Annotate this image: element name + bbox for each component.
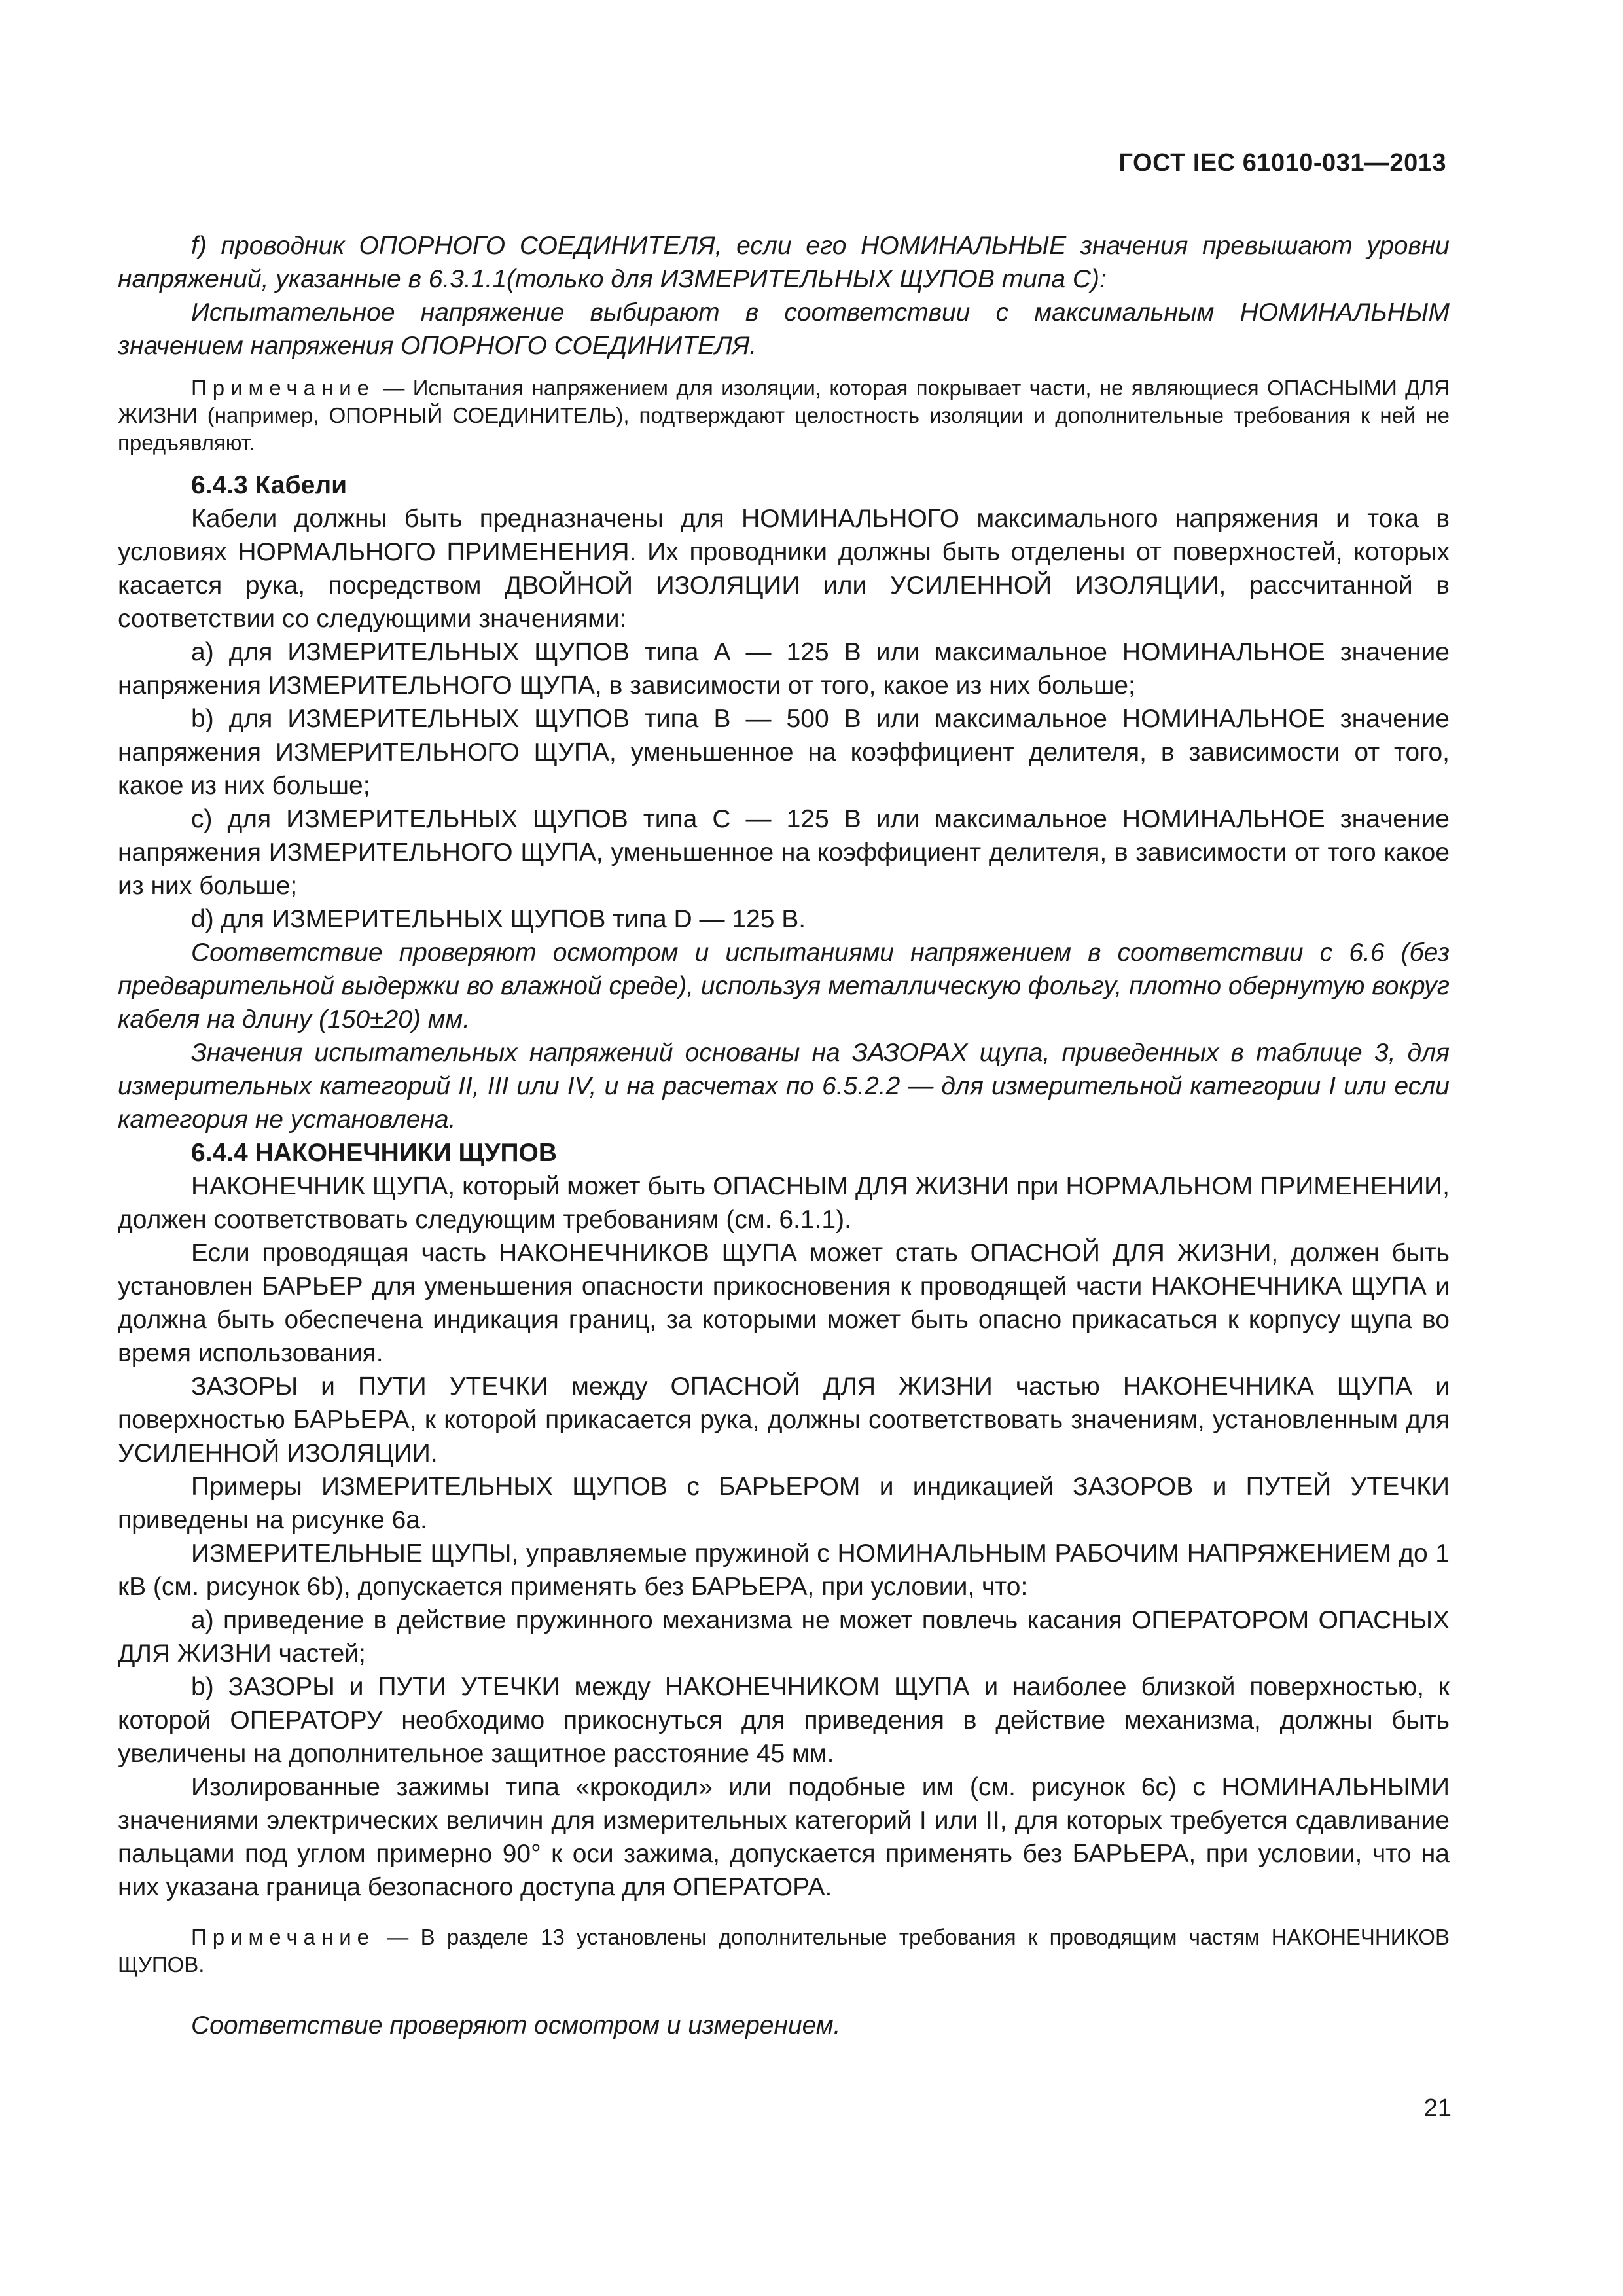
list-item-b: b) для ИЗМЕРИТЕЛЬНЫХ ЩУПОВ типа В — 500 В или максимальное НОМИНАЛЬНОЕ значение напряжения ИЗМЕРИТЕЛЬНОГО ЩУПА, уменьшенное на коэффициент делителя, в зависимости от того, какое из них больше; (118, 705, 1450, 800)
paragraph-examples: Примеры ИЗМЕРИТЕЛЬНЫХ ЩУПОВ с БАРЬЕРОМ и индикацией ЗАЗОРОВ и ПУТЕЙ УТЕЧКИ приведены на рисунке 6а. (118, 1473, 1450, 1534)
paragraph-cables: Кабели должны быть предназначены для НОМИНАЛЬНОГО максимального напряжения и тока в условиях НОРМАЛЬНОГО ПРИМЕНЕНИЯ. Их проводники должны быть отделены от поверхностей, которых касается рука, посредством ДВОЙНОЙ ИЗОЛЯЦИИ или УСИЛЕННОЙ ИЗОЛЯЦИИ, рассчитанной в соответствии со следующими значениями: (118, 505, 1450, 633)
paragraph-clearances: ЗАЗОРЫ и ПУТИ УТЕЧКИ между ОПАСНОЙ ДЛЯ ЖИЗНИ частью НАКОНЕЧНИКА ЩУПА и поверхностью БАРЬЕРА, к которой прикасается рука, должны соответствовать значениям, установленным для УСИЛЕННОЙ ИЗОЛЯЦИИ. (118, 1372, 1450, 1467)
note-text: — Испытания напряжением для изоляции, которая покрывает части, не являющиеся ОПАСНЫМИ ДЛЯ ЖИЗНИ (например, ОПОРНЫЙ СОЕДИНИТЕЛЬ), подтверждают целостность изоляции и дополнительные требования к ней не предъявляют. (118, 376, 1450, 455)
list-item-d: d) для ИЗМЕРИТЕЛЬНЫХ ЩУПОВ типа D — 125 В. (191, 905, 806, 933)
spacer (118, 1904, 1450, 1924)
paragraph-test-voltage-values: Значения испытательных напряжений основаны на ЗАЗОРАХ щупа, приведенных в таблице 3, для измерительных категорий II, III или IV, и на расчетах по 6.5.2.2 — для измерительной категории I или если категория не установлена. (118, 1039, 1450, 1134)
paragraph-probe-tip-barrier: Если проводящая часть НАКОНЕЧНИКОВ ЩУПА может стать ОПАСНОЙ ДЛЯ ЖИЗНИ, должен быть установлен БАРЬЕР для уменьшения опасности прикосновения к проводящей части НАКОНЕЧНИКА ЩУПА и должна быть обеспечена индикация границ, за которыми может быть опасно прикасаться к корпусу щупа во время использования. (118, 1239, 1450, 1367)
section-heading-6-4-4: 6.4.4 НАКОНЕЧНИКИ ЩУПОВ (191, 1139, 558, 1167)
spacer (118, 457, 1450, 469)
paragraph-compliance-cables: Соответствие проверяют осмотром и испытаниями напряжением в соответствии с 6.6 (без предварительной выдержки во влажной среде), используя металлическую фольгу, плотно обернутую вокруг кабеля на длину (150±20) мм. (118, 939, 1450, 1033)
paragraph-crocodile-clips: Изолированные зажимы типа «крокодил» или подобные им (см. рисунок 6с) с НОМИНАЛЬНЫМИ значениями электрических величин для измерительных категорий I или II, для которых требуется сдавливание пальцами под углом примерно 90° к оси зажима, допускается применять без БАРЬЕРА, при условии, что на них указана граница безопасного доступа для ОПЕРАТОРА. (118, 1773, 1450, 1901)
paragraph-probe-tip-requirements: НАКОНЕЧНИК ЩУПА, который может быть ОПАСНЫМ ДЛЯ ЖИЗНИ при НОРМАЛЬНОМ ПРИМЕНЕНИИ, должен соответствовать следующим требованиям (см. 6.1.1). (118, 1172, 1450, 1234)
document-number: ГОСТ IEC 61010-031—2013 (1118, 149, 1446, 177)
paragraph-spring-probes: ИЗМЕРИТЕЛЬНЫЕ ЩУПЫ, управляемые пружиной с НОМИНАЛЬНЫМ РАБОЧИМ НАПРЯЖЕНИЕМ до 1 кВ (см. рисунок 6b), допускается применять без БАРЬЕРА, при условии, что: (118, 1539, 1450, 1601)
note-text: — В разделе 13 установлены дополнительные требования к проводящим частям НАКОНЕЧНИКОВ ЩУПОВ. (118, 1925, 1450, 1977)
list-item-a: а) для ИЗМЕРИТЕЛЬНЫХ ЩУПОВ типа А — 125 В или максимальное НОМИНАЛЬНОЕ значение напряжения ИЗМЕРИТЕЛЬНОГО ЩУПА, в зависимости от того, какое из них больше; (118, 638, 1450, 700)
note-section-13 (118, 1924, 1450, 1979)
paragraph-test-voltage: Испытательное напряжение выбирают в соответствии с максимальным НОМИНАЛЬНЫМ значением напряжения ОПОРНОГО СОЕДИНИТЕЛЯ. (118, 298, 1450, 360)
list-item-spring-b: b) ЗАЗОРЫ и ПУТИ УТЕЧКИ между НАКОНЕЧНИКОМ ЩУПА и наиболее близкой поверхностью, к которой ОПЕРАТОРУ необходимо прикоснуться для приведения в действие механизма, должны быть увеличены на дополнительное защитное расстояние 45 мм. (118, 1673, 1450, 1768)
note-insulation (118, 374, 1450, 457)
note-label: Примечание (191, 376, 376, 400)
list-item-spring-a: а) приведение в действие пружинного механизма не может повлечь касания ОПЕРАТОРОМ ОПАСНЫХ ДЛЯ ЖИЗНИ частей; (118, 1606, 1450, 1668)
paragraph-compliance-measurement: Соответствие проверяют осмотром и измерением. (191, 2011, 841, 2039)
list-item-c: с) для ИЗМЕРИТЕЛЬНЫХ ЩУПОВ типа С — 125 В или максимальное НОМИНАЛЬНОЕ значение напряжения ИЗМЕРИТЕЛЬНОГО ЩУПА, уменьшенное на коэффициент делителя, в зависимости от того какое из них больше; (118, 805, 1450, 900)
section-heading-6-4-3: 6.4.3 Кабели (191, 471, 348, 499)
paragraph-f-reference-connector: f) проводник ОПОРНОГО СОЕДИНИТЕЛЯ, если его НОМИНАЛЬНЫЕ значения превышают уровни напряжений, указанные в 6.3.1.1(только для ИЗМЕРИТЕЛЬНЫХ ЩУПОВ типа С): (118, 232, 1450, 293)
spacer (118, 363, 1450, 374)
page-number: 21 (1423, 2094, 1452, 2122)
note-label: Примечание (191, 1925, 376, 1949)
spacer (118, 1979, 1450, 2009)
page-body (118, 229, 1450, 2042)
